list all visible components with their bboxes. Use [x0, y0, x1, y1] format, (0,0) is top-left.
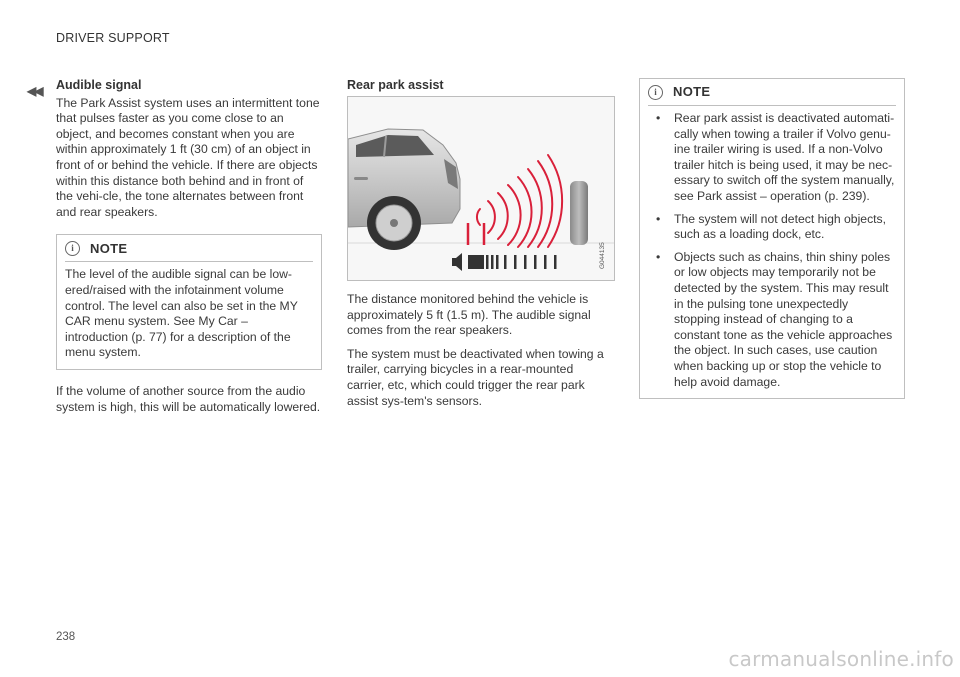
right-column [639, 78, 905, 413]
signal-waves [477, 155, 562, 247]
door-handle-shape [354, 177, 368, 180]
page-number: 238 [56, 631, 76, 643]
watermark-logo: carmanualsonline.info [728, 647, 954, 671]
rear-park-assist-text [347, 292, 613, 417]
audible-signal-paragraph: The Park Assist system uses an intermittent tone that pulses faster as you come close to an object, and becomes constant when you are within approximately 1 ft (30 cm) of an object in front of or behind the vehicle. If there are objects within this distance both behind and in front of the vehi-cle, the tone alternates between front and rear speakers. [56, 95, 320, 219]
info-icon: i [648, 85, 663, 100]
car-sensor-illustration [348, 97, 614, 280]
info-icon: i [65, 241, 80, 256]
signal-arc-3 [498, 193, 508, 239]
deactivate-paragraph: The system must be deactivated when towing a trailer, carrying bicycles in a rear-mounted carrier, etc, which could trigger the rear park assist sys-tem's sensors. [347, 346, 604, 408]
note-header [57, 235, 321, 261]
note-bullet-list [648, 111, 896, 390]
audible-signal-section [56, 78, 322, 423]
note-bullet-item: • Rear park assist is deactivated automati-cally when towing a trailer if Volvo genu-ine trailer wiring is used. If a non-Volvo trailer hitch is being used, it may be nec-essary to switch off the system manually, see Park assist – operation (p. 239). [648, 111, 896, 205]
note-bullet-item: • The system will not detect high objects, such as a loading dock, etc. [648, 212, 896, 243]
section-header: DRIVER SUPPORT [56, 31, 170, 45]
hub-shape [390, 219, 398, 227]
signal-arc-7 [538, 161, 552, 247]
rear-park-assist-illustration [347, 96, 615, 281]
speaker-icon [452, 253, 462, 271]
audible-signal-heading: Audible signal [56, 78, 142, 92]
note-bullet-item: • Objects such as chains, thin shiny poles or low objects may temporarily not be detected by the system. This may result in the pulsing tone unexpectedly stopping instead of changing to a constant tone as the vehicle approaches the object. In such cases, use caution when backing up or stop the vehicle to help avoid damage. [648, 250, 896, 390]
signal-arc-4 [508, 185, 521, 245]
signal-arc-8 [548, 155, 562, 247]
note-title-right: NOTE [673, 84, 711, 100]
signal-arc-1 [477, 209, 480, 225]
note-box [56, 234, 322, 370]
back-arrows-icon[interactable]: ◀◀ [27, 84, 42, 98]
rear-park-assist-heading: Rear park assist [347, 78, 444, 92]
signal-arc-2 [488, 201, 495, 233]
signal-level-bars [468, 255, 557, 269]
note-title: NOTE [90, 240, 128, 256]
signal-arc-6 [528, 169, 542, 247]
image-code: G044135 [599, 242, 606, 269]
volume-paragraph: If the volume of another source from the audio system is high, this will be automatically lowered. [56, 383, 321, 414]
distance-paragraph: The distance monitored behind the vehicle is approximately 5 ft (1.5 m). The audible signal comes from the rear speakers. [347, 292, 591, 338]
note-body: The level of the audible signal can be low-ered/raised with the infotainment volume control. The level can also be set in the MY CAR menu system. See My Car – introduction (p. 77) for a description of the menu system. [65, 267, 298, 360]
note-header-right [640, 79, 904, 105]
note-box-right [639, 78, 905, 399]
obstacle-pole-shape [570, 181, 588, 245]
note-body-right [640, 106, 904, 398]
rear-park-assist-section [347, 78, 613, 96]
